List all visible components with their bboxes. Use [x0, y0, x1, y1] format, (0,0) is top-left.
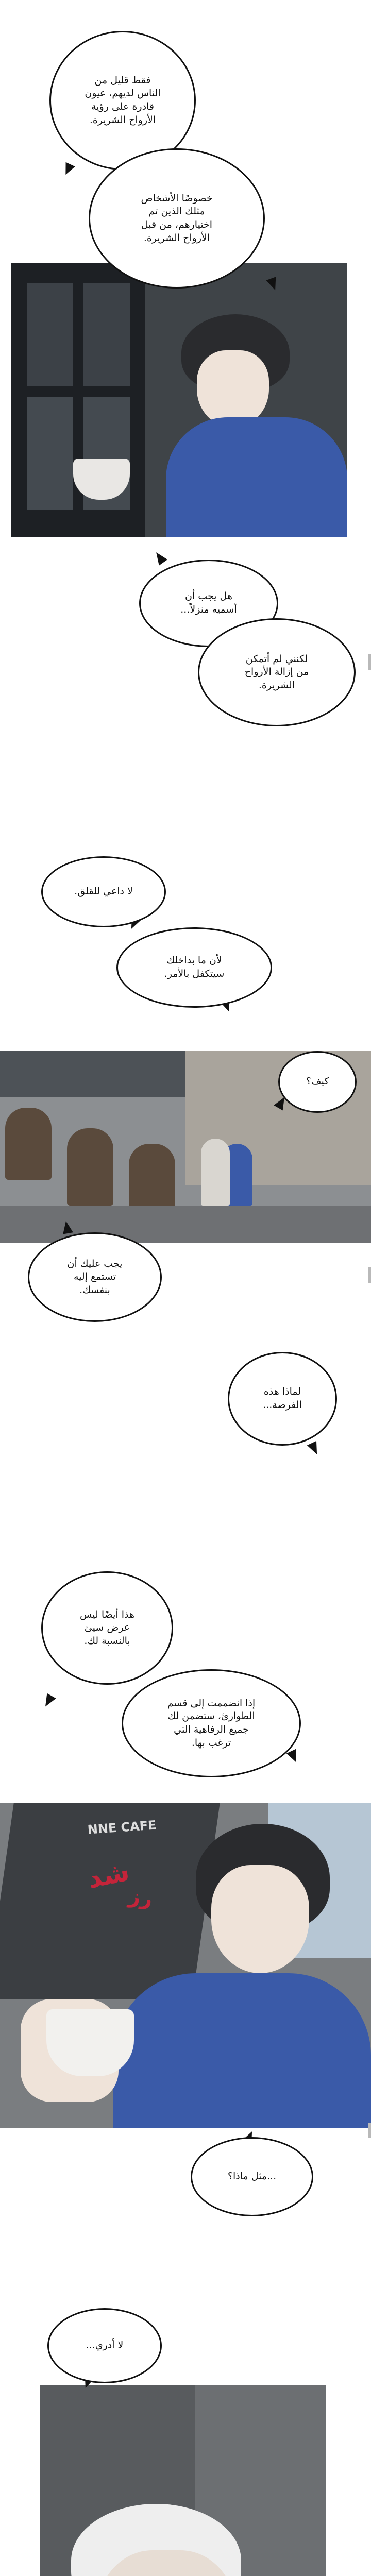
character-sweater [113, 1973, 371, 2128]
comic-panel-white-haired-man [40, 2385, 326, 2576]
speech-bubble: لماذا هذه الفرصة... [228, 1352, 337, 1446]
scroll-marker [368, 1267, 371, 1283]
bubble-tail [286, 1749, 301, 1765]
speech-bubble: لا أدري... [47, 2308, 162, 2383]
chair [5, 1108, 52, 1180]
character-face [197, 350, 269, 428]
bubble-tail [61, 1220, 73, 1234]
window-pane [27, 397, 73, 510]
character-sweater [166, 417, 347, 537]
awning [0, 1051, 185, 1097]
scroll-marker [368, 2123, 371, 2138]
sound-effect: رز [127, 1884, 155, 1911]
speech-bubble: يجب عليك أن تستمع إليه بنفسك. [28, 1232, 162, 1322]
sound-effect: شد [85, 1856, 132, 1895]
bubble-tail [152, 549, 167, 565]
speech-bubble: هل يجب أن أسميه منزلاً... [139, 560, 278, 647]
comic-panel-teacup [0, 1803, 371, 2128]
comic-panel-cafe-man [11, 263, 347, 537]
speech-bubble: هذا أيضًا ليس عرض سيئ بالنسبة لك. [41, 1571, 173, 1685]
bubble-tail [61, 162, 75, 177]
speech-bubble: لأن ما بداخلك سيتكفل بالأمر. [116, 927, 272, 1008]
character-face [211, 1865, 309, 1973]
scroll-marker [368, 654, 371, 670]
speech-bubble: خصوصًا الأشخاص مثلك الذين تم اختيارهم، من قبل الأرواح الشريرة. [89, 148, 265, 289]
speech-bubble: كيف؟ [278, 1051, 357, 1113]
bubble-tail [307, 1441, 322, 1456]
teacup [46, 2009, 134, 2076]
bubble-tail [41, 1693, 56, 1709]
cafe-sign: NNE CAFE [87, 1818, 157, 1837]
speech-bubble: ...مثل ماذا؟ [191, 2137, 313, 2216]
window-pane [83, 283, 130, 386]
ground [0, 1206, 371, 1243]
speech-bubble: لا داعي للقلق. [41, 856, 166, 927]
speech-bubble: فقط قليل من الناس لديهم، عيون قادرة على رؤية الأرواح الشريرة. [49, 31, 196, 170]
figure [201, 1139, 230, 1206]
chair [67, 1128, 113, 1206]
speech-bubble: لكنني لم أتمكن من إزالة الأرواح الشريرة. [198, 618, 356, 726]
window-pane [27, 283, 73, 386]
speech-bubble: إذا انضممت إلى قسم الطوارئ، ستضمن لك جميع الرفاهية التي ترغب بها. [122, 1669, 301, 1777]
